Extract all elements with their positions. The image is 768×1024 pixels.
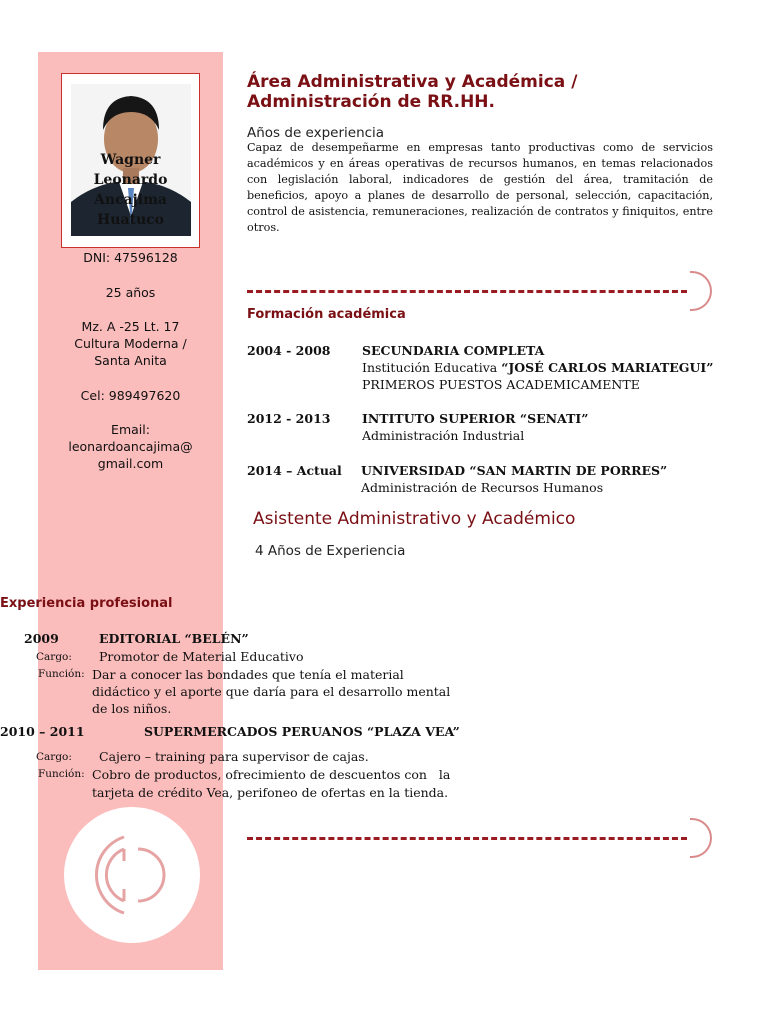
name-line: Wagner <box>100 152 161 168</box>
address-line: Cultura Moderna / <box>74 336 187 351</box>
job-years: 2009 <box>24 631 59 646</box>
funcion-line: Cobro de productos, ofrecimiento de descuentos con la <box>92 767 451 782</box>
email-block <box>38 421 223 472</box>
job-funcion <box>92 766 450 802</box>
name-line: Ancajima <box>94 192 167 208</box>
education-heading: Formación académica <box>247 307 406 322</box>
edu-title: SECUNDARIA COMPLETA <box>362 343 545 358</box>
address-line: Santa Anita <box>94 353 167 368</box>
name-line: Huatuco <box>97 212 164 228</box>
profile-summary: Capaz de desempeñarme en empresas tanto productivas como de servicios académicos y en áreas operativas de recursos humanos, en temas relacionados con legislación laboral, indicadores de gestión del área, tramitación de beneficios, apoyo a planes de desarrollo de personal, selección, capacitación, control de asistencia, remuneraciones, realización de contratos y finiquitos, entre otros. <box>247 141 713 234</box>
title-line: Administración de RR.HH. <box>247 92 495 112</box>
funcion-line: de los niños. <box>92 701 172 716</box>
edu-years: 2014 – Actual <box>247 463 342 478</box>
logo-circle <box>62 805 202 949</box>
edu-institution <box>362 360 713 375</box>
divider-hook-bottom <box>690 818 712 858</box>
funcion-line: Dar a conocer las bondades que tenía el material <box>92 667 404 682</box>
cargo-label: Cargo: <box>36 651 72 663</box>
edu-note: PRIMEROS PUESTOS ACADEMICAMENTE <box>362 377 640 392</box>
address-block <box>38 318 223 369</box>
job-funcion <box>92 666 450 717</box>
email-label: Email: <box>111 422 150 437</box>
email-line: leonardoancajima@ <box>68 439 193 454</box>
funcion-line: tarjeta de crédito Vea, perifoneo de ofertas en la tienda. <box>92 785 449 800</box>
title-line: Área Administrativa y Académica / <box>247 72 578 92</box>
email-line: gmail.com <box>97 456 164 471</box>
edu-years: 2012 - 2013 <box>247 411 331 426</box>
divider-hook-top <box>690 271 712 311</box>
edu-program: Administración Industrial <box>362 428 525 443</box>
objective-subtitle: 4 Años de Experiencia <box>255 543 406 559</box>
phone-text: Cel: 989497620 <box>80 388 181 403</box>
edu-title: UNIVERSIDAD “SAN MARTIN DE PORRES” <box>361 463 668 478</box>
page-title <box>247 72 577 112</box>
divider-bottom <box>247 837 687 840</box>
divider-top <box>247 290 687 293</box>
funcion-label: Función: <box>38 668 85 680</box>
job-company: SUPERMERCADOS PERUANOS “PLAZA VEA” <box>144 724 460 739</box>
edu-title: INTITUTO SUPERIOR “SENATI” <box>362 411 589 426</box>
edu-years: 2004 - 2008 <box>247 343 331 358</box>
job-cargo: Cajero – training para supervisor de cajas. <box>99 749 369 764</box>
experience-heading: Experiencia profesional <box>0 596 173 611</box>
edu-institution-prefix: Institución Educativa <box>362 360 502 375</box>
funcion-line: didáctico y el aporte que daría para el desarrollo mental <box>92 684 451 699</box>
cargo-label: Cargo: <box>36 751 72 763</box>
edu-institution-name: “JOSÉ CARLOS MARIATEGUI” <box>501 360 714 375</box>
funcion-label: Función: <box>38 768 85 780</box>
experience-subtitle: Años de experiencia <box>247 125 385 141</box>
job-cargo: Promotor de Material Educativo <box>99 649 304 664</box>
job-years: 2010 – 2011 <box>0 724 85 739</box>
address-line: Mz. A -25 Lt. 17 <box>81 319 180 334</box>
edu-program: Administración de Recursos Humanos <box>361 480 604 495</box>
job-company: EDITORIAL “BELÉN” <box>99 631 249 646</box>
profile-name <box>61 150 200 230</box>
objective-title: Asistente Administrativo y Académico <box>253 509 576 529</box>
age-text: 25 años <box>105 285 156 300</box>
name-line: Leonardo <box>93 172 168 188</box>
dni-text: DNI: 47596128 <box>83 250 178 265</box>
